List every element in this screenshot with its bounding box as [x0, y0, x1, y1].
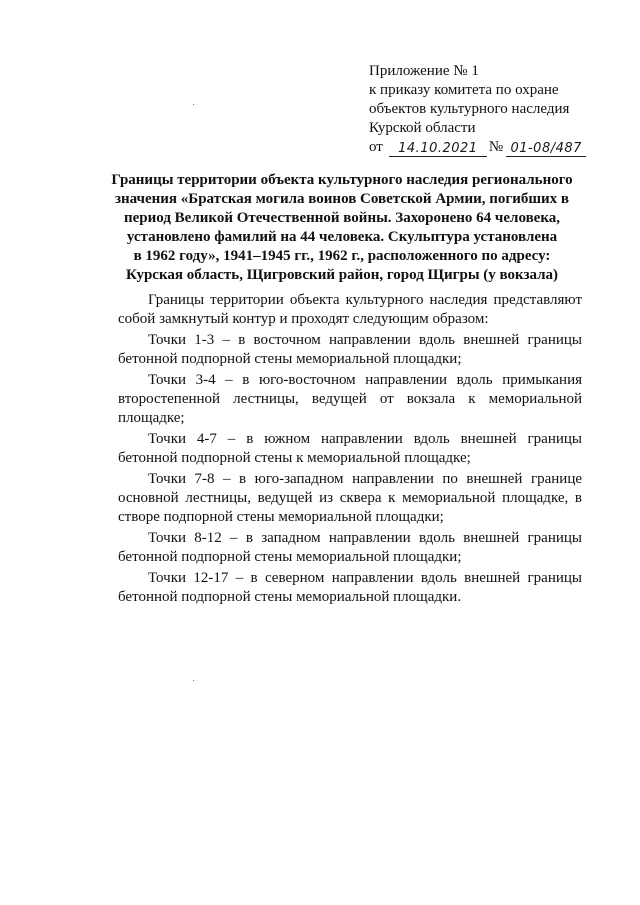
title-line: период Великой Отечественной войны. Захоронено 64 человека, — [123, 210, 561, 226]
title-line: установлено фамилий на 44 человека. Скульптура установлена — [126, 229, 558, 245]
title-line: значения «Братская могила воинов Советской Армии, погибших в — [114, 191, 570, 207]
boundary-paragraph: Точки 8-12 – в западном направлении вдоль внешней границы бетонной подпорной стены мемориальной площадки; — [118, 530, 582, 565]
scan-speck — [193, 104, 194, 105]
title-line: Курская область, Щигровский район, город Щигры (у вокзала) — [125, 267, 559, 283]
appendix-order-line: к приказу комитета по охране — [369, 82, 559, 98]
handwritten-order-number: 01-08/487 — [506, 141, 586, 157]
boundary-paragraph: Точки 7-8 – в юго-западном направлении по внешней границе основной лестницы, ведущей из сквера к мемориальной площадке, в створе подпорной стены мемориальной площадки; — [118, 471, 582, 525]
document-title — [92, 171, 592, 285]
boundary-paragraph: Точки 3-4 – в юго-восточном направлении вдоль примыкания второстепенной лестницы, ведущей от вокзала к мемориальной площадке; — [118, 372, 582, 426]
handwritten-date: 14.10.2021 — [389, 141, 487, 157]
document-body — [118, 291, 582, 607]
intro-paragraph: Границы территории объекта культурного наследия представляют собой замкнутый контур и проходят следующим образом: — [118, 292, 582, 327]
from-label: от — [369, 139, 383, 155]
number-label: № — [488, 139, 504, 155]
order-date-number-row — [369, 138, 609, 157]
boundary-paragraph: Точки 1-3 – в восточном направлении вдоль внешней границы бетонной подпорной стены мемориальной площадки; — [118, 332, 582, 367]
boundary-paragraph: Точки 4-7 – в южном направлении вдоль внешней границы бетонной подпорной стены к мемориальной площадке; — [118, 431, 582, 466]
appendix-number: Приложение № 1 — [369, 63, 479, 79]
title-line: Границы территории объекта культурного наследия регионального — [111, 172, 573, 188]
boundary-paragraph: Точки 12-17 – в северном направлении вдоль внешней границы бетонной подпорной стены мемориальной площадки. — [118, 570, 582, 605]
scan-speck — [193, 680, 194, 681]
appendix-committee-line: объектов культурного наследия — [369, 101, 570, 117]
title-line: в 1962 году», 1941–1945 гг., 1962 г., расположенного по адресу: — [133, 248, 551, 264]
appendix-region-line: Курской области — [369, 120, 476, 136]
appendix-header — [369, 62, 609, 157]
